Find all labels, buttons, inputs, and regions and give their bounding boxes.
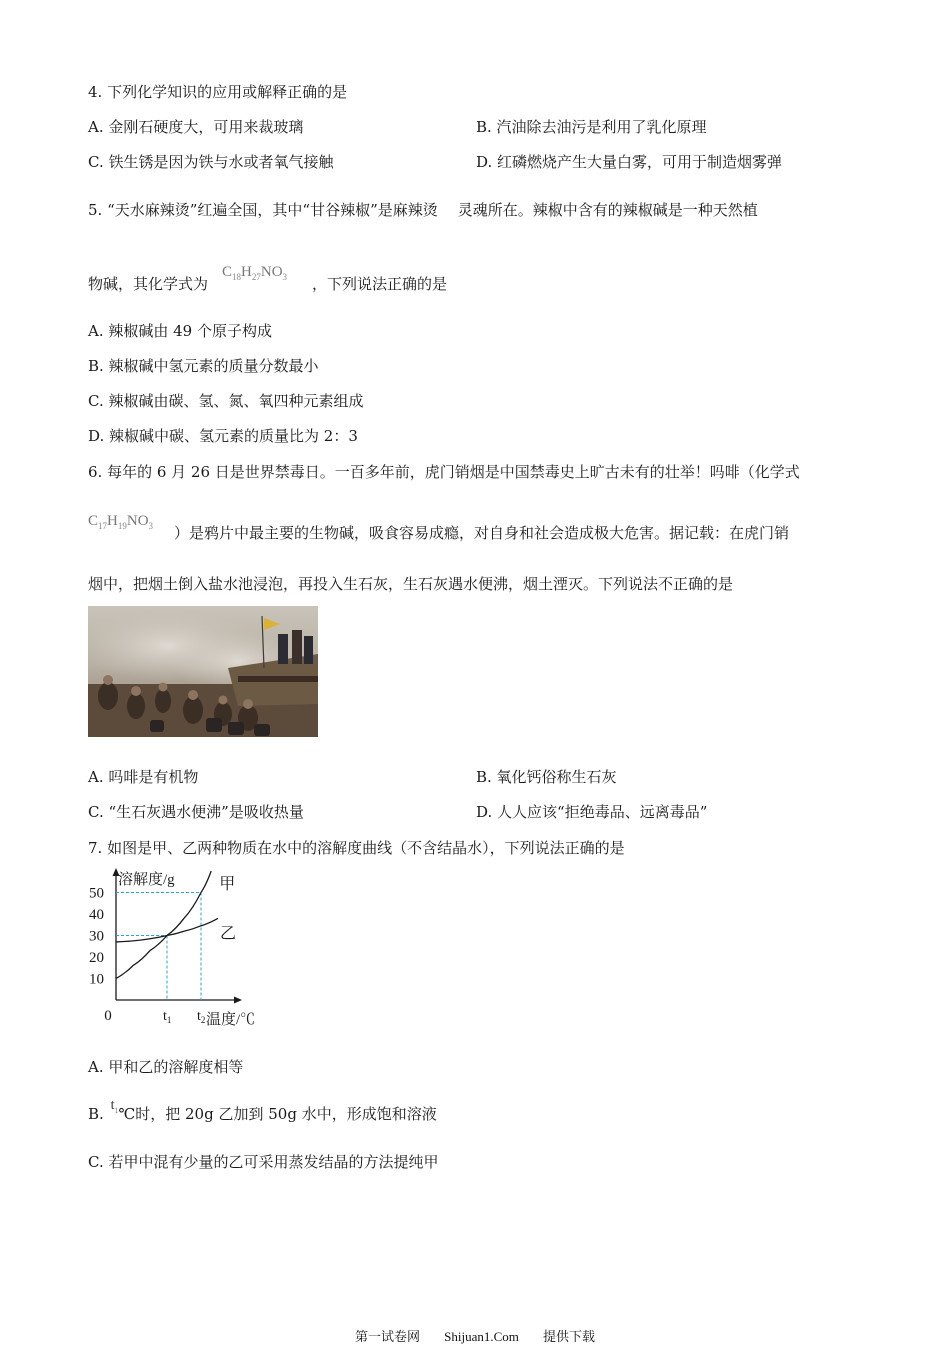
humen-opium-burning-photo [88,606,318,737]
solubility-chart [84,864,274,1036]
q5-stem-line1 [88,200,758,220]
q5-stem-line2-post: ，下列说法正确的是 [312,275,448,293]
q5-formula: $C_{18}H_{27}NO_3$ [222,264,288,282]
q4-option-d: D. 红磷燃烧产生大量白雾，可用于制造烟雾弹 [476,153,783,171]
origin-label: 0 [104,1008,112,1024]
q7-option-b-text: ℃时，把 20g 乙加到 50g 水中，形成饱和溶液 [118,1105,437,1123]
y-tick-label: 10 [89,971,104,988]
q7-option-b [88,1098,437,1131]
q4-option-c: C. 铁生锈是因为铁与水或者氧气接触 [88,153,334,171]
q7-option-b-t: $t_1$ [110,1098,119,1115]
y-tick-label: 30 [89,928,104,945]
x-tick-label: $t_2$ [197,1009,206,1025]
q6-stem-line2: ）是鸦片中最主要的生物碱，吸食容易成瘾，对自身和社会造成极大危害。据记载：在虎门销 [174,524,790,542]
q7-option-b-prefix: B. [88,1105,104,1123]
q7-stem: 7. 如图是甲、乙两种物质在水中的溶解度曲线（不含结晶水），下列说法正确的是 [88,839,625,857]
q6-option-d: D. 人人应该“拒绝毒品、远离毒品” [476,803,708,821]
solubility-chart-svg [84,864,274,1036]
page-footer [0,1326,950,1345]
q5-option-b: B. 辣椒碱中氢元素的质量分数最小 [88,357,319,375]
series-yi-label: 乙 [220,925,237,943]
q6-option-c: C. “生石灰遇水便沸”是吸收热量 [88,803,304,821]
q6-formula: $C_{17}H_{19}NO_3$ [88,513,154,531]
q5-stem-part1: 5. “天水麻辣烫”红遍全国，其中“甘谷辣椒”是麻辣烫 [88,201,438,219]
x-axis-label: 温度/℃ [206,1012,256,1028]
y-tick-label: 40 [89,907,104,923]
y-tick-label: 50 [89,885,104,902]
q5-option-a: A. 辣椒碱由 49 个原子构成 [88,322,272,340]
footer-note: 提供下载 [543,1330,596,1345]
y-tick-label: 20 [89,950,104,966]
q5-option-d: D. 辣椒碱中碳、氢元素的质量比为 2：3 [88,427,358,445]
footer-domain: Shijuan1.Com [444,1329,519,1344]
q7-option-a: A. 甲和乙的溶解度相等 [88,1058,244,1076]
q5-stem-line2-pre: 物碱，其化学式为 [88,275,209,293]
q5-stem-part2: 灵魂所在。辣椒中含有的辣椒碱是一种天然植 [457,201,758,219]
q6-option-a: A. 吗啡是有机物 [88,768,199,786]
q5-option-c: C. 辣椒碱由碳、氢、氮、氧四种元素组成 [88,392,364,410]
q7-option-c: C. 若甲中混有少量的乙可采用蒸发结晶的方法提纯甲 [88,1153,439,1171]
x-tick-label: $t_1$ [163,1009,172,1025]
q6-option-b: B. 氧化钙俗称生石灰 [476,768,617,786]
q4-option-b: B. 汽油除去油污是利用了乳化原理 [476,118,707,136]
x-axis-arrow [234,997,242,1004]
q4-option-a: A. 金刚石硬度大，可用来裁玻璃 [88,118,304,136]
photo-illustration [88,606,318,737]
series-jia-label: 甲 [219,876,236,893]
q6-stem-line1: 6. 每年的 6 月 26 日是世界禁毒日。一百多年前，虎门销烟是中国禁毒史上旷古未有的壮举！吗啡（化学式 [88,463,800,481]
y-axis-label: 溶解度/g [118,872,175,888]
q4-stem: 4. 下列化学知识的应用或解释正确的是 [88,83,348,101]
footer-site: 第一试卷网 [354,1330,420,1345]
q6-stem-line3: 烟中，把烟土倒入盐水池浸泡，再投入生石灰，生石灰遇水便沸，烟土湮灭。下列说法不正确的是 [88,575,734,593]
